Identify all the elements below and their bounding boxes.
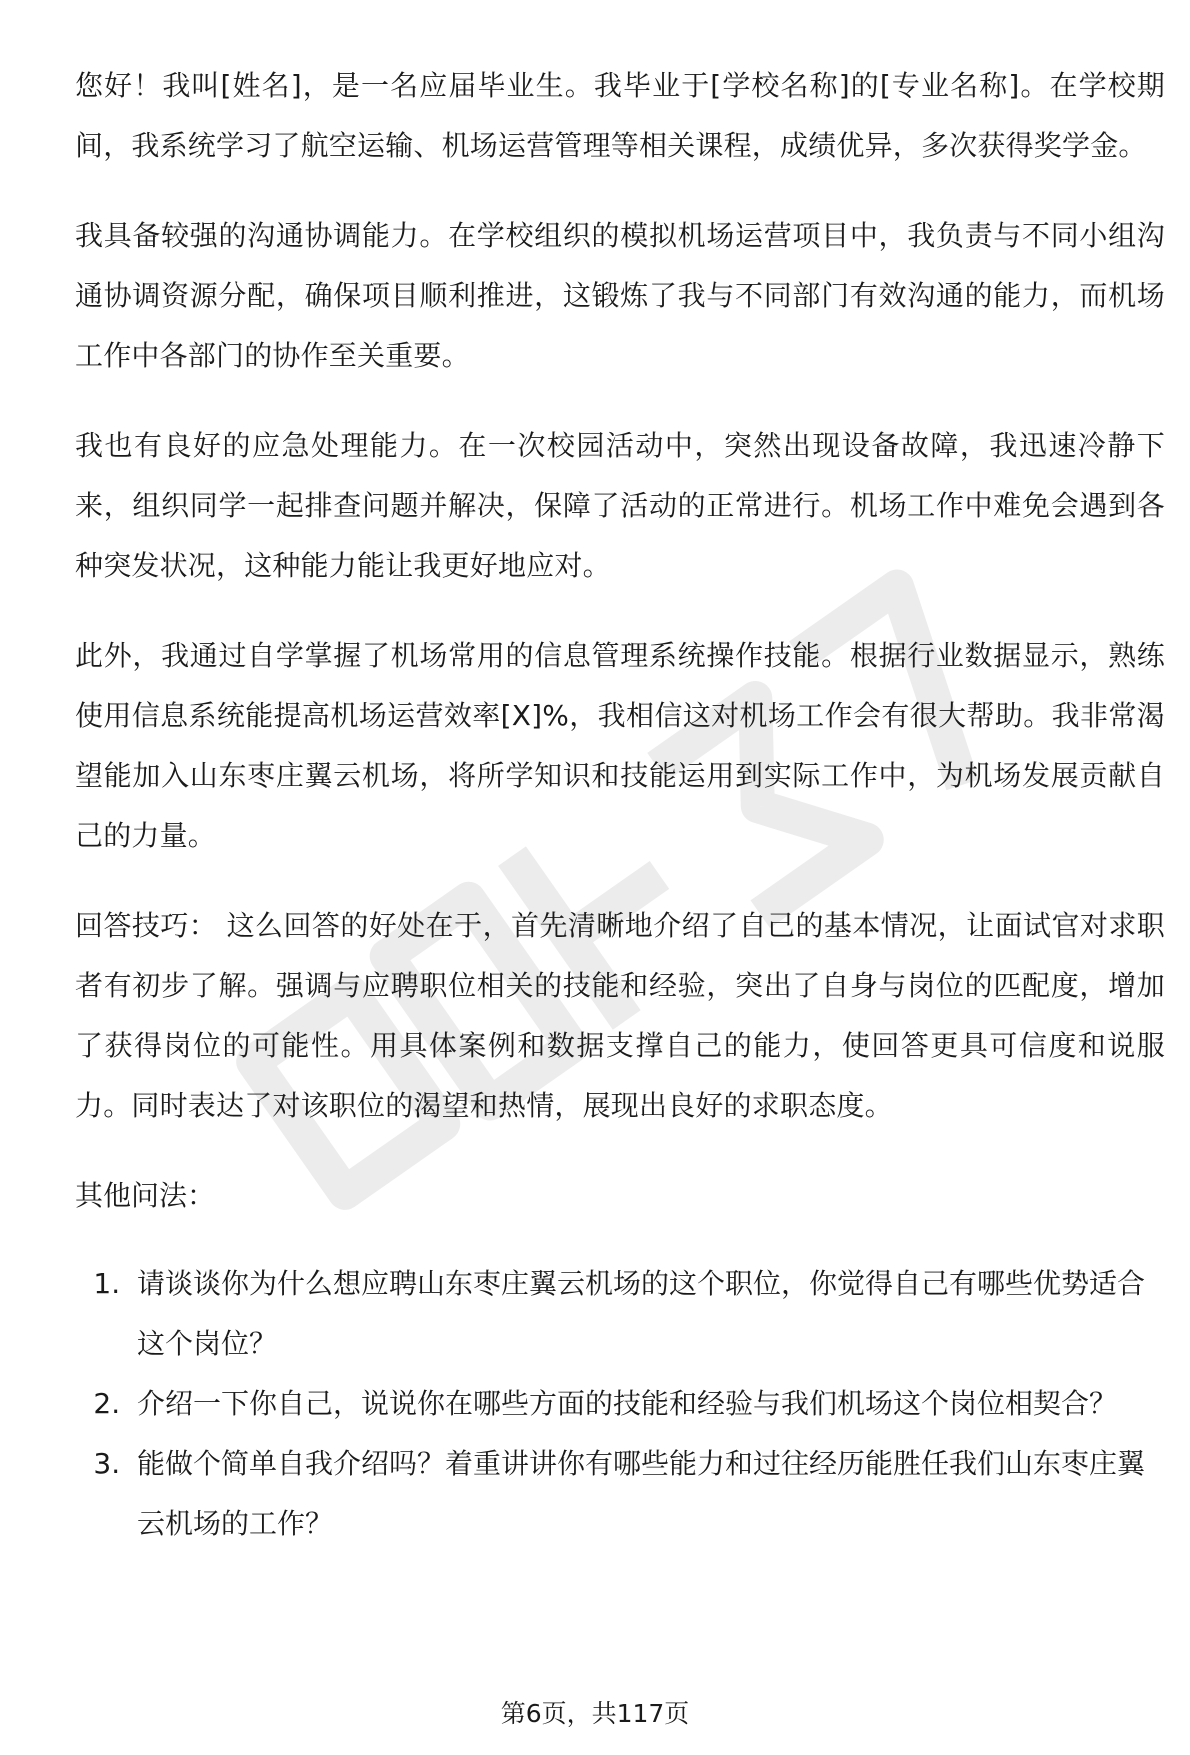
page-number-footer: 第6页，共117页 bbox=[500, 1699, 690, 1728]
answer-tips-paragraph: 回答技巧： 这么回答的好处在于，首先清晰地介绍了自己的基本情况，让面试官对求职者有初步了解。强调与应聘职位相关的技能和经验，突出了自身与岗位的匹配度，增加了获得岗位的可能性。用具体案例和数据支撑自己的能力，使回答更具可信度和说服力。同时表达了对该职位的渴望和热情，展现出良好的求职态度。 bbox=[75, 909, 1165, 1122]
communication-paragraph: 我具备较强的沟通协调能力。在学校组织的模拟机场运营项目中，我负责与不同小组沟通协调资源分配，确保项目顺利推进，这锻炼了我与不同部门有效沟通的能力，而机场工作中各部门的协作至关重要。 bbox=[75, 219, 1165, 372]
list-item: 3. 能做个简单自我介绍吗？着重讲讲你有哪些能力和过往经历能胜任我们山东枣庄翼云机场的工作？ bbox=[129, 1434, 1165, 1554]
list-item: 1. 请谈谈你为什么想应聘山东枣庄翼云机场的这个职位，你觉得自己有哪些优势适合这个岗位？ bbox=[129, 1254, 1165, 1374]
intro-paragraph: 您好！我叫[姓名]，是一名应届毕业生。我毕业于[学校名称]的[专业名称]。在学校期间，我系统学习了航空运输、机场运营管理等相关课程，成绩优异，多次获得奖学金。 bbox=[75, 69, 1165, 162]
main-content bbox=[75, 56, 1165, 1554]
other-questions-list bbox=[75, 1254, 1165, 1554]
other-questions-label: 其他问法： bbox=[75, 1179, 216, 1212]
skills-paragraph: 此外，我通过自学掌握了机场常用的信息管理系统操作技能。根据行业数据显示，熟练使用信息系统能提高机场运营效率[X]%，我相信这对机场工作会有很大帮助。我非常渴望能加入山东枣庄翼云机场，将所学知识和技能运用到实际工作中，为机场发展贡献自己的力量。 bbox=[75, 639, 1165, 852]
emergency-paragraph: 我也有良好的应急处理能力。在一次校园活动中，突然出现设备故障，我迅速冷静下来，组织同学一起排查问题并解决，保障了活动的正常进行。机场工作中难免会遇到各种突发状况，这种能力能让我更好地应对。 bbox=[75, 429, 1165, 582]
list-item: 2. 介绍一下你自己，说说你在哪些方面的技能和经验与我们机场这个岗位相契合？ bbox=[129, 1374, 1165, 1434]
